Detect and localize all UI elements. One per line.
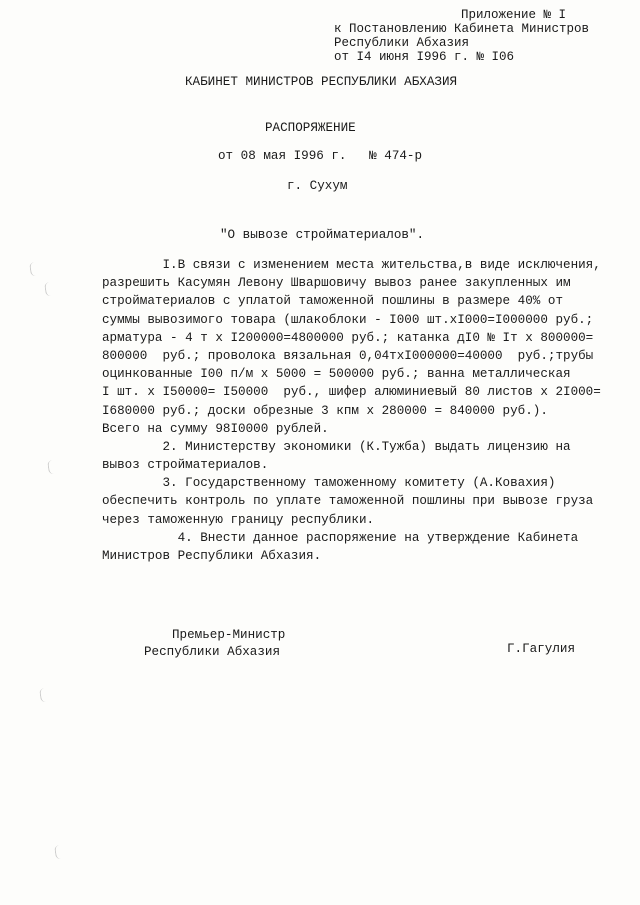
document-body	[102, 256, 601, 565]
body-line: I680000 руб.; доски обрезные 3 кпм х 280000 = 840000 руб.).	[102, 403, 548, 418]
body-line: стройматериалов с уплатой таможенной пошлины в размере 40% от	[102, 294, 564, 309]
annex-note	[334, 8, 589, 64]
body-line: 3. Государственному таможенному комитету (А.Ковахия)	[102, 476, 556, 491]
body-line: суммы вывозимого товара (шлакоблоки - I000 шт.хI000=I000000 руб.;	[102, 312, 594, 327]
body-line: через таможенную границу республики.	[102, 512, 375, 527]
punch-hole-mark	[39, 687, 51, 702]
document-subject: "О вывозе стройматериалов".	[220, 228, 425, 242]
document-date-number: от 08 мая I996 г. № 474-р	[218, 149, 423, 163]
body-line: Всего на сумму 98I0000 рублей.	[102, 421, 329, 436]
body-line: Министров Республики Абхазия.	[102, 549, 322, 563]
body-line: обеспечить контроль по уплате таможенной пошлины при вывозе груза	[102, 494, 594, 509]
annex-line: Республики Абхазия	[334, 36, 470, 50]
annex-line: к Постановлению Кабинета Министров	[334, 22, 590, 36]
body-line: 800000 руб.; проволока вязальная 0,04тхI000000=40000 руб.;трубы	[102, 348, 594, 363]
body-line: вывоз стройматериалов.	[102, 458, 269, 473]
document-city: г. Сухум	[287, 179, 348, 193]
document-type: РАСПОРЯЖЕНИЕ	[265, 121, 356, 135]
annex-line: Приложение № I	[461, 8, 567, 22]
body-line: разрешить Касумян Левону Шваршовичу вывоз ранее закупленных им	[102, 276, 571, 291]
punch-hole-mark	[47, 459, 59, 474]
punch-hole-mark	[44, 281, 56, 296]
body-line: 4. Внести данное распоряжение на утверждение Кабинета	[102, 530, 579, 545]
punch-hole-mark	[29, 261, 41, 276]
body-line: 2. Министерству экономики (К.Тужба) выдать лицензию на	[102, 439, 571, 454]
body-line: I шт. х I50000= I50000 руб., шифер алюминиевый 80 листов х 2I000=	[102, 385, 601, 400]
annex-line: от I4 июня I996 г. № I06	[334, 50, 515, 64]
organization-heading: КАБИНЕТ МИНИСТРОВ РЕСПУБЛИКИ АБХАЗИЯ	[185, 75, 458, 89]
signatory-title-line: Республики Абхазия	[144, 645, 281, 659]
body-line: арматура - 4 т х I200000=4800000 руб.; катанка дI0 № Iт х 800000=	[102, 330, 594, 345]
signatory-title	[144, 627, 285, 661]
signatory-title-line: Премьер-Министр	[172, 628, 286, 642]
body-line: I.В связи с изменением места жительства,в виде исключения,	[102, 258, 601, 272]
body-line: оцинкованные I00 п/м х 5000 = 500000 руб.; ванна металлическая	[102, 367, 571, 382]
signatory-name: Г.Гагулия	[507, 642, 576, 656]
punch-hole-mark	[54, 844, 66, 859]
